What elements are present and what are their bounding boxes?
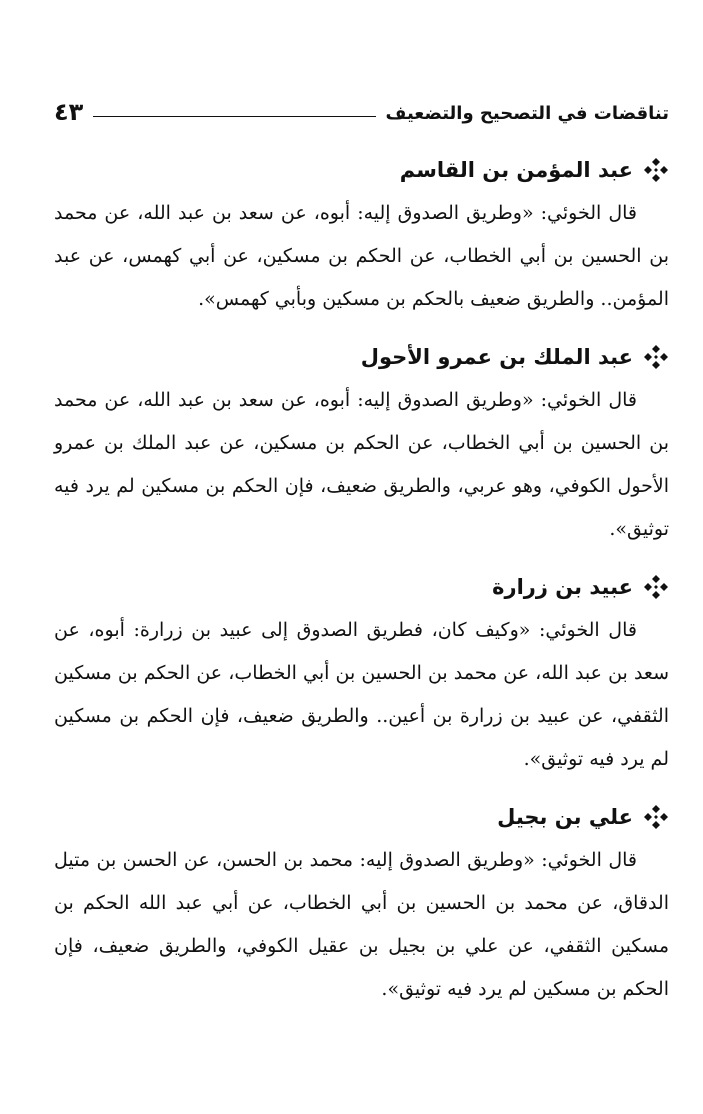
four-diamond-ornament-icon xyxy=(643,804,669,830)
entry-title: عبيد بن زرارة xyxy=(492,575,633,599)
page-header xyxy=(54,86,669,126)
four-diamond-ornament-icon xyxy=(643,157,669,183)
entry-text: قال الخوئي: «وطريق الصدوق إليه: أبوه، عن سعد بن عبد الله، عن محمد بن الحسين بن أبي الخطاب، عن الحكم بن مسكين، عن عبد الملك بن عمرو الأحول الكوفي، وهو عربي، والطريق ضعيف، فإن الحكم بن مسكين لم يرد فيه توثيق». xyxy=(54,389,669,540)
entry-heading xyxy=(54,148,669,192)
page-number: ٤٣ xyxy=(54,98,84,126)
entry-heading xyxy=(54,795,669,839)
entry-title: عبد المؤمن بن القاسم xyxy=(399,158,633,182)
entry xyxy=(54,795,669,1011)
entry-text: قال الخوئي: «وطريق الصدوق إليه: محمد بن الحسن، عن الحسن بن متيل الدقاق، عن محمد بن الحسين بن أبي الخطاب، عن أبي عبد الله الحكم بن مسكين الثقفي، عن علي بن بجيل بن عقيل الكوفي، والطريق ضعيف، فإن الحكم بن مسكين لم يرد فيه توثيق». xyxy=(54,849,669,1000)
entry-text: قال الخوئي: «وكيف كان، فطريق الصدوق إلى عبيد بن زرارة: أبوه، عن سعد بن عبد الله، عن محمد بن الحسين بن أبي الخطاب، عن الحكم بن مسكين الثقفي، عن عبيد بن زرارة بن أعين.. والطريق ضعيف، فإن الحكم بن مسكين لم يرد فيه توثيق». xyxy=(54,619,669,770)
four-diamond-ornament-icon xyxy=(643,574,669,600)
entry xyxy=(54,148,669,321)
four-diamond-ornament-icon xyxy=(643,344,669,370)
entry xyxy=(54,565,669,781)
entry xyxy=(54,335,669,551)
entry-heading xyxy=(54,335,669,379)
entry-title: علي بن بجيل xyxy=(497,805,633,829)
page-body xyxy=(54,148,669,1025)
entry-title: عبد الملك بن عمرو الأحول xyxy=(360,345,633,369)
entry-text: قال الخوئي: «وطريق الصدوق إليه: أبوه، عن سعد بن عبد الله، عن محمد بن الحسين بن أبي الخطاب، عن الحكم بن مسكين، عن أبي كهمس، عن عبد المؤمن.. والطريق ضعيف بالحكم بن مسكين وبأبي كهمس». xyxy=(54,202,669,310)
running-title: تناقضات في التصحيح والتضعيف xyxy=(385,103,669,124)
header-rule xyxy=(93,116,375,117)
entry-heading xyxy=(54,565,669,609)
